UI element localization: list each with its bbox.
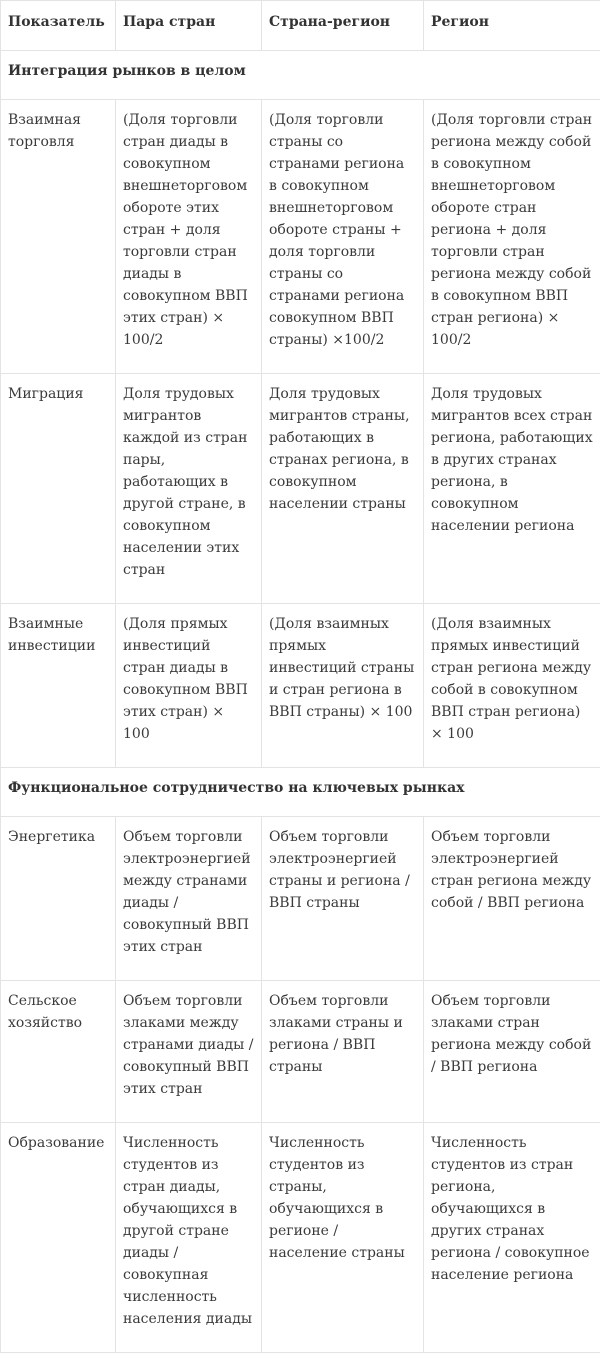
region-cell: Численность студентов из стран региона, обучающихся в других странах региона / совокупное население региона [424,1123,600,1353]
indicator-cell: Сельское хозяйство [1,981,116,1123]
indicator-cell: Образование [1,1123,116,1353]
pair-cell: Доля трудовых мигрантов каждой из стран пары, работающих в другой стране, в совокупном населении этих стран [116,374,262,604]
indicator-cell: Взаимные инвестиции [1,604,116,768]
header-country-pair: Пара стран [116,1,262,51]
indicator-cell: Энергетика [1,817,116,981]
section-title: Функциональное сотрудничество на ключевых рынках [1,768,600,817]
header-region: Регион [424,1,600,51]
table-row [1,981,600,1123]
country-region-cell: (Доля взаимных прямых инвестиций страны и стран региона в ВВП страны) × 100 [262,604,424,768]
region-cell: Объем торговли злаками стран региона между собой / ВВП региона [424,981,600,1123]
section-title: Интеграция рынков в целом [1,51,600,100]
indicator-cell: Миграция [1,374,116,604]
country-region-cell: Доля трудовых мигрантов страны, работающих в странах региона, в совокупном населении страны [262,374,424,604]
indicator-cell: Взаимная торговля [1,100,116,374]
header-indicator: Показатель [1,1,116,51]
header-country-region: Страна-регион [262,1,424,51]
table-row [1,100,600,374]
table-row [1,604,600,768]
country-region-cell: Объем торговли электроэнергией страны и региона / ВВП страны [262,817,424,981]
country-region-cell: Численность студентов из страны, обучающихся в регионе / население страны [262,1123,424,1353]
country-region-cell: (Доля торговли страны со странами региона в совокупном внешнеторговом обороте страны + доля торговли страны со странами региона совокупном ВВП страны) ×100/2 [262,100,424,374]
region-cell: (Доля торговли стран региона между собой в совокупном внешнеторговом обороте стран региона + доля торговли стран региона между собой в совокупном ВВП стран региона) × 100/2 [424,100,600,374]
region-cell: Объем торговли электроэнергией стран региона между собой / ВВП региона [424,817,600,981]
pair-cell: (Доля торговли стран диады в совокупном внешнеторговом обороте этих стран + доля торговли стран диады в совокупном ВВП этих стран) × 100/2 [116,100,262,374]
region-cell: Доля трудовых мигрантов всех стран региона, работающих в других странах региона, в совокупном населении региона [424,374,600,604]
pair-cell: Численность студентов из стран диады, обучающихся в другой стране диады / совокупная численность населения диады [116,1123,262,1353]
header-row [1,1,600,51]
table-row [1,817,600,981]
table-row [1,374,600,604]
section-row-market-integration [1,51,600,100]
table-row [1,1123,600,1353]
section-row-functional-cooperation [1,768,600,817]
pair-cell: Объем торговли электроэнергией между странами диады / совокупный ВВП этих стран [116,817,262,981]
pair-cell: Объем торговли злаками между странами диады / совокупный ВВП этих стран [116,981,262,1123]
country-region-cell: Объем торговли злаками страны и региона / ВВП страны [262,981,424,1123]
pair-cell: (Доля прямых инвестиций стран диады в совокупном ВВП этих стран) × 100 [116,604,262,768]
region-cell: (Доля взаимных прямых инвестиций стран региона между собой в совокупном ВВП стран региона) × 100 [424,604,600,768]
